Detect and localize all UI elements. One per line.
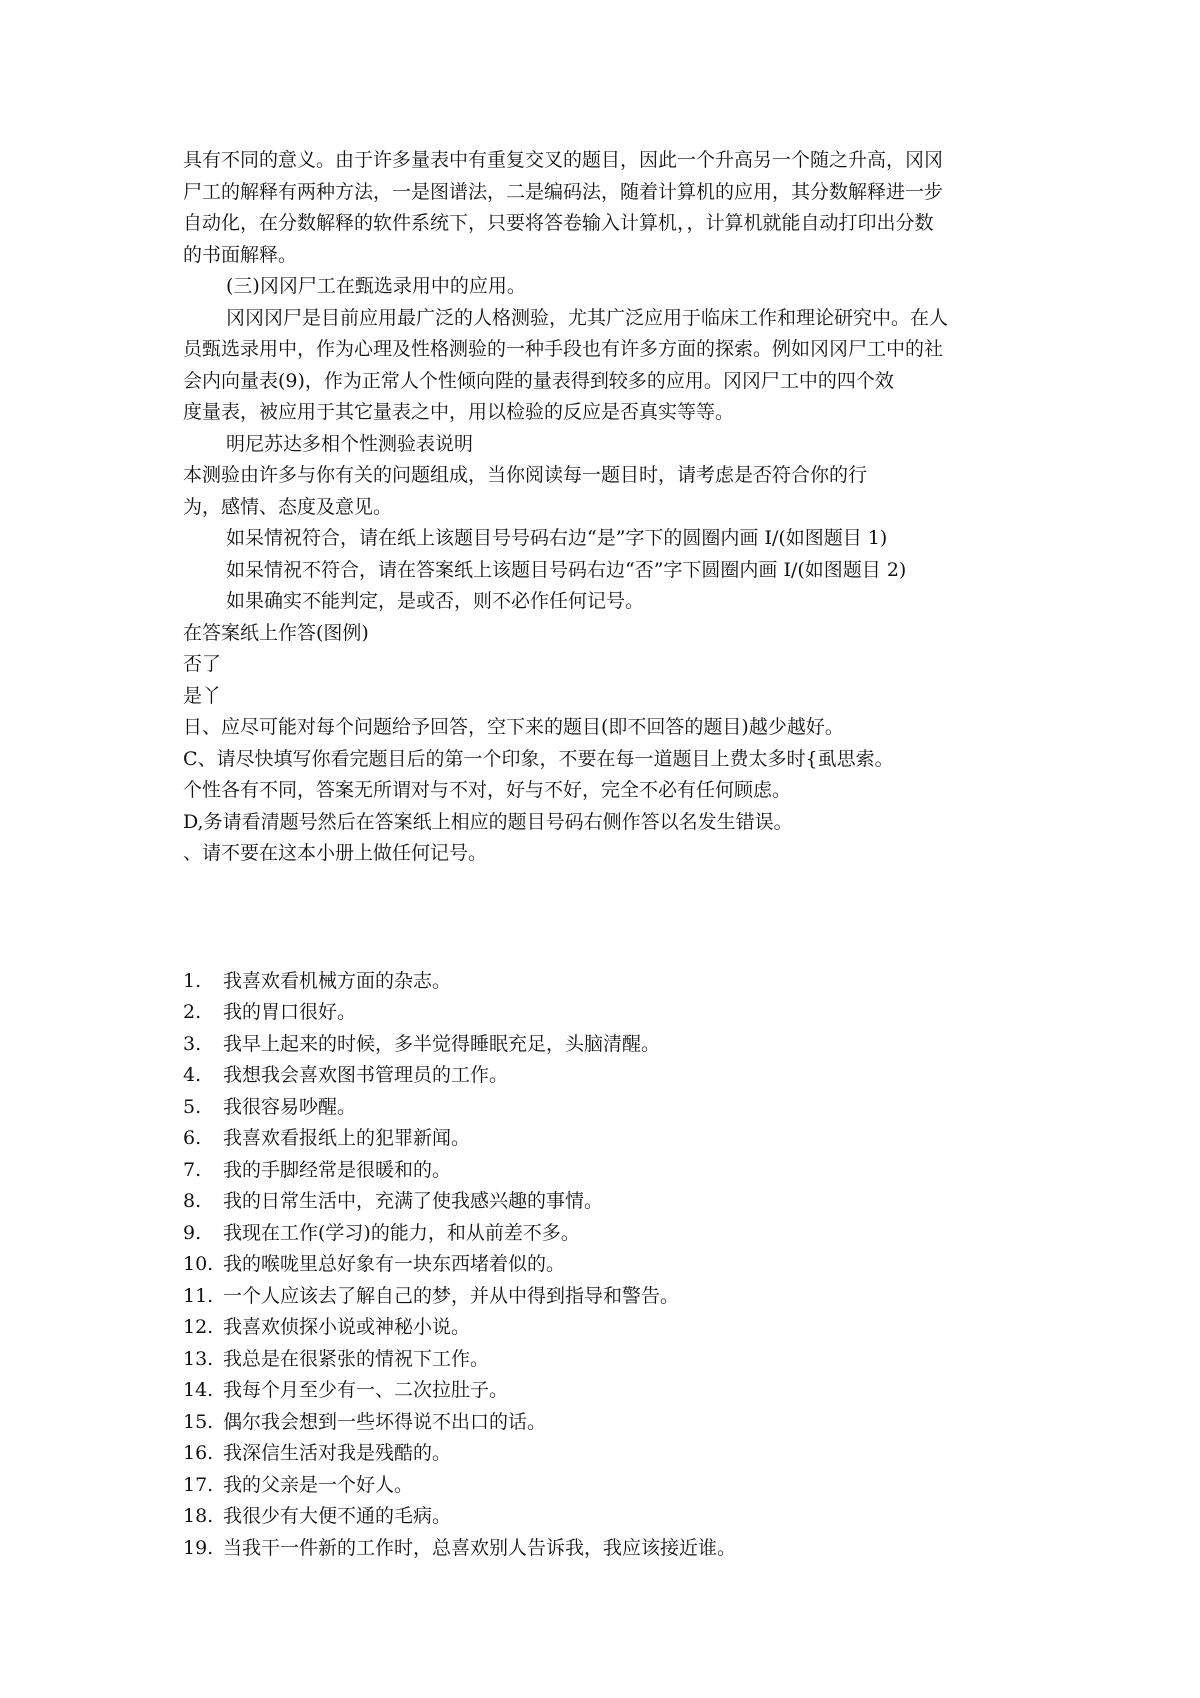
question-text: 我早上起来的时候，多半觉得睡眠充足，头脑清醒。 bbox=[223, 1032, 661, 1055]
paragraph-line: 尸工的解释有两种方法，一是图谱法，二是编码法，随着计算机的应用，其分数解释进一步 bbox=[183, 180, 944, 203]
paragraph-line: 员甄选录用中，作为心理及性格测验的一种手段也有许多方面的探索。例如冈冈尸工中的社 bbox=[183, 338, 944, 360]
paragraph-line: 日、应尽可能对每个问题给予回答，空下来的题目(即不回答的题目)越少越好。 bbox=[183, 716, 844, 738]
paragraph-line: 如呆情祝不符合，请在答案纸上该题目号码右边“否”字下圆圈内画 I/(如图题目 2) bbox=[226, 558, 907, 581]
question-number: 3. bbox=[183, 1032, 202, 1055]
paragraph-line: C、请尽快填写你看完题目后的第一个印象，不要在每一道题目上费太多时{虱思索。 bbox=[183, 747, 894, 770]
question-text: 偶尔我会想到一些坏得说不出口的话。 bbox=[223, 1410, 547, 1433]
question-number: 15. bbox=[183, 1410, 214, 1433]
question-text: 我很少有大便不通的毛病。 bbox=[223, 1505, 452, 1527]
question-text: 我的父亲是一个好人。 bbox=[223, 1473, 414, 1496]
question-text: 我深信生活对我是残酷的。 bbox=[223, 1442, 452, 1464]
question-number: 12. bbox=[183, 1316, 214, 1338]
question-text: 我喜欢看报纸上的犯罪新闻。 bbox=[223, 1127, 471, 1149]
question-number: 6. bbox=[183, 1127, 202, 1149]
question-item bbox=[183, 1407, 1033, 1439]
paragraph-line: D,务请看清题号然后在答案纸上相应的题目号码右侧作答以名发生错误。 bbox=[183, 810, 793, 833]
question-number: 11. bbox=[183, 1284, 214, 1307]
question-text: 我喜欢侦探小说或神秘小说。 bbox=[223, 1316, 471, 1338]
paragraph-line: 度量表，被应用于其它量表之中，用以检验的反应是否真实等等。 bbox=[183, 401, 735, 423]
question-item bbox=[183, 1186, 1033, 1218]
question-item bbox=[183, 1249, 1033, 1281]
question-item bbox=[183, 1060, 1033, 1092]
paragraph-line: 冈冈冈尸是目前应用最广泛的人格测验，尤其广泛应用于临床工作和理论研究中。在人 bbox=[226, 306, 949, 329]
question-list bbox=[183, 966, 1033, 1565]
question-item bbox=[183, 997, 1033, 1029]
question-item bbox=[183, 1123, 1033, 1155]
question-number: 19. bbox=[183, 1536, 214, 1559]
question-number: 18. bbox=[183, 1505, 214, 1527]
paragraph-line: 个性各有不同，答案无所谓对与不对，好与不好，完全不必有任何顾虑。 bbox=[183, 779, 792, 801]
question-item bbox=[183, 1470, 1033, 1502]
question-number: 14. bbox=[183, 1379, 214, 1401]
question-text: 我总是在很紧张的情祝下工作。 bbox=[223, 1347, 490, 1370]
paragraph-line: 会内向量表(9)，作为正常人个性倾向陛的量表得到较多的应用。冈冈尸工中的四个效 bbox=[183, 369, 894, 392]
question-item bbox=[183, 1344, 1033, 1376]
question-text: 我每个月至少有一、二次拉肚子。 bbox=[223, 1379, 509, 1401]
question-number: 7. bbox=[183, 1158, 202, 1181]
paragraph-line: 具有不同的意义。由于许多量表中有重复交叉的题目，因此一个升高另一个随之升高，冈冈 bbox=[183, 149, 944, 171]
question-item bbox=[183, 1312, 1033, 1344]
section-spacer bbox=[183, 870, 1033, 966]
question-number: 9. bbox=[183, 1221, 202, 1244]
question-item bbox=[183, 1281, 1033, 1313]
question-text: 我想我会喜欢图书管理员的工作。 bbox=[223, 1064, 509, 1086]
paragraph-line: 是丫 bbox=[183, 684, 222, 707]
question-text: 我喜欢看机械方面的杂志。 bbox=[223, 969, 452, 992]
paragraph-line: 本测验由许多与你有关的问题组成，当你阅读每一题目时，请考虑是否符合你的行 bbox=[183, 464, 868, 486]
question-text: 我现在工作(学习)的能力，和从前差不多。 bbox=[223, 1221, 580, 1244]
paragraph-line: 自动化，在分数解释的软件系统下，只要将答卷输入计算机，，计算机就能自动打印出分数 bbox=[183, 212, 934, 234]
question-text: 当我干一件新的工作时，总喜欢别人告诉我，我应该接近谁。 bbox=[223, 1536, 737, 1559]
question-item bbox=[183, 1533, 1033, 1565]
question-number: 1. bbox=[183, 969, 202, 992]
instructions-section bbox=[183, 145, 1033, 870]
question-item bbox=[183, 1438, 1033, 1470]
document-body bbox=[183, 145, 1033, 1564]
question-item bbox=[183, 1029, 1033, 1061]
question-text: 我的手脚经常是很暖和的。 bbox=[223, 1158, 452, 1181]
paragraph-line: 的书面解释。 bbox=[183, 243, 298, 266]
paragraph-line: 明尼苏达多相个性测验表说明 bbox=[226, 432, 474, 455]
paragraph-line: 为，感情、态度及意见。 bbox=[183, 495, 393, 518]
question-number: 17. bbox=[183, 1473, 214, 1496]
question-text: 我的胃口很好。 bbox=[223, 1001, 357, 1023]
question-number: 5. bbox=[183, 1095, 202, 1118]
question-item bbox=[183, 1155, 1033, 1187]
question-text: 我的喉咙里总好象有一块东西堵着似的。 bbox=[223, 1253, 566, 1275]
question-number: 4. bbox=[183, 1064, 202, 1086]
paragraph-line: 在答案纸上作答(图例) bbox=[183, 621, 369, 644]
question-number: 16. bbox=[183, 1442, 214, 1464]
question-number: 13. bbox=[183, 1347, 214, 1370]
paragraph-line: (三)冈冈尸工在甄选录用中的应用。 bbox=[226, 275, 526, 297]
question-text: 我的日常生活中，充满了使我感兴趣的事情。 bbox=[223, 1190, 604, 1212]
question-item bbox=[183, 1092, 1033, 1124]
paragraph-line: 如果确实不能判定，是或否，则不必作任何记号。 bbox=[226, 590, 645, 612]
question-item bbox=[183, 1218, 1033, 1250]
question-item bbox=[183, 966, 1033, 998]
question-number: 8. bbox=[183, 1190, 202, 1212]
paragraph-line: 否了 bbox=[183, 653, 222, 675]
question-item bbox=[183, 1375, 1033, 1407]
question-item bbox=[183, 1501, 1033, 1533]
question-number: 10. bbox=[183, 1253, 214, 1275]
question-text: 一个人应该去了解自己的梦，并从中得到指导和警告。 bbox=[223, 1284, 680, 1307]
paragraph-line: 、请不要在这本小册上做任何记号。 bbox=[183, 842, 488, 864]
question-number: 2. bbox=[183, 1001, 202, 1023]
paragraph-line: 如呆情祝符合，请在纸上该题目号号码右边“是”字下的圆圈内画 I/(如图题目 1) bbox=[226, 527, 888, 549]
question-text: 我很容易吵醒。 bbox=[223, 1095, 357, 1118]
